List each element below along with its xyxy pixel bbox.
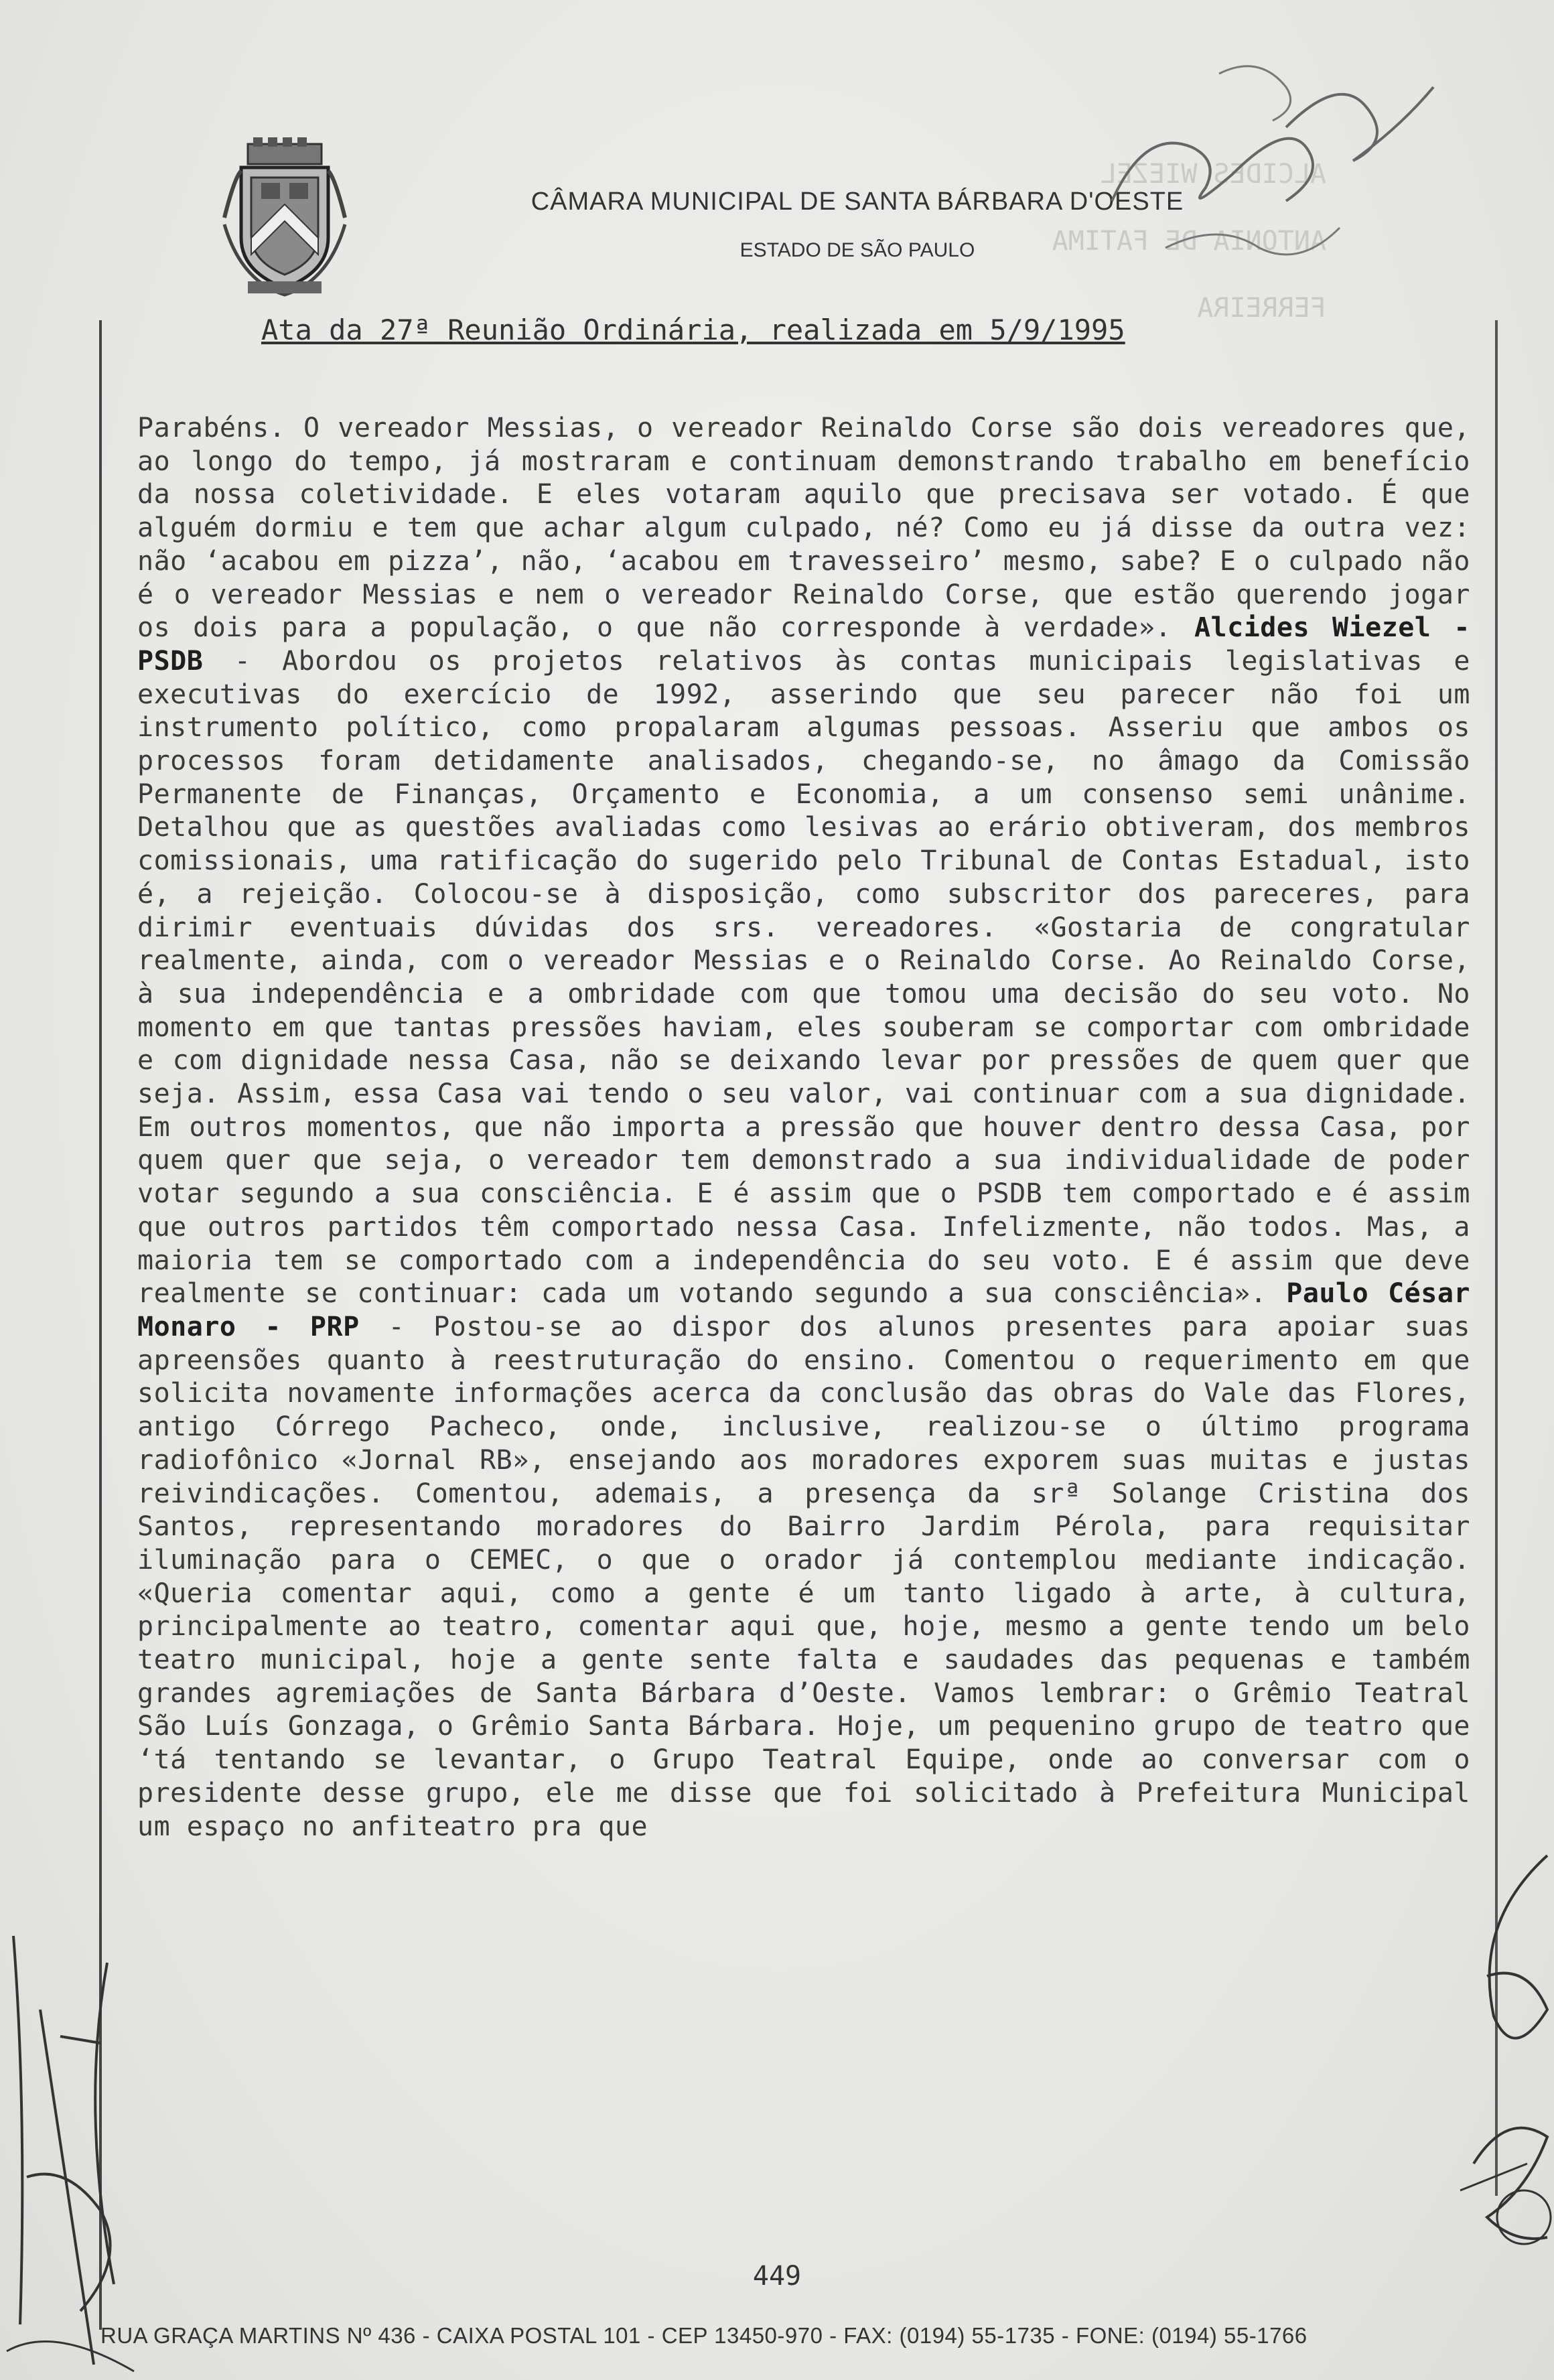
minutes-heading [261,313,1360,346]
body-text-segment: - Abordou os projetos relativos às contas municipais legislativas e executivas do exercício de 1992, asserindo que seu parecer não foi um instrumento político, como propalaram algumas pessoas. Asseriu que ambos os processos foram detidamente analisados, chegando-se, no âmago da Comissão Permanente de Finanças, Orçamento e Economia, a um consenso semi unânime. Detalhou que as questões avaliadas como lesivas ao erário obtiveram, dos membros comissionais, uma ratificação do sugerido pelo Tribunal de Contas Estadual, isto é, a rejeição. Colocou-se à disposição, como subscritor dos pareceres, para dirimir eventuais dúvidas dos srs. vereadores. «Gostaria de congratular realmente, ainda, com o vereador Messias e o Reinaldo Corse. Ao Reinaldo Corse, à sua independência e a ombridade com que tomou uma decisão do seu voto. No momento em que tantas pressões haviam, eles souberam se comportar com ombridade e com dignidade nessa Casa, não se deixando levar por pressões de quem quer que seja. Assim, essa Casa vai tendo o seu valor, vai continuar com a sua dignidade. Em outros momentos, que não importa a pressão que houver dentro dessa Casa, por quem quer que seja, o vereador tem demonstrado a sua individualidade de poder votar segundo a sua consciência. E é assim que o PSDB tem comportado e é assim que outros partidos têm comportado nessa Casa. Infelizmente, não todos. Mas, a maioria tem se comportado com a independência do seu voto. E é assim que deve realmente se continuar: cada um votando segundo a sua consciência». [137,645,1470,1310]
signature-right-margin-icon [1447,1842,1554,2278]
signature-left-margin-icon [0,1909,147,2378]
body-text-segment: Parabéns. O vereador Messias, o vereador Reinaldo Corse são dois vereadores que, ao longo do tempo, já mostraram e continuam demonstrando trabalho em benefício da nossa coletividade. E eles votaram aquilo que precisava ser votado. É que alguém dormiu e tem que achar algum culpado, né? Como eu já disse da outra vez: não ‘acabou em pizza’, não, ‘acabou em travesseiro’ mesmo, sabe? E o culpado não é o vereador Messias e nem o vereador Reinaldo Corse, que estão querendo jogar os dois para a população, o que não corresponde à verdade». [137,413,1470,644]
bleed-through-line: ALCIDES WIEZEL [1100,159,1326,190]
minutes-date: 5/9/1995 [989,313,1125,346]
speaker-name: Alcides Wiezel - PSDB [137,612,1470,677]
state-name: ESTADO DE SÃO PAULO [739,239,975,261]
bleed-through-line: ANTONIA DE FATIMA FERREIRA [1052,226,1326,324]
body-text-segment: - Postou-se ao dispor dos alunos presentes para apoiar suas apreensões quanto à reestruturação do ensino. Comentou o requerimento em que solicita novamente informações acerca da conclusão das obras do Vale das Flores, antigo Córrego Pacheco, onde, inclusive, realizou-se o último programa radiofônico «Jornal RB», ensejando aos moradores exporem suas muitas e justas reivindicações. Comentou, ademais, a presença da srª Solange Cristina dos Santos, representando moradores do Bairro Jardim Pérola, para requisitar iluminação para o CEMEC, o que o orador já contemplou mediante indicação. «Queria comentar aqui, como a gente é um tanto ligado à arte, à cultura, principalmente ao teatro, comentar aqui que, hoje, mesmo a gente tendo um belo teatro municipal, hoje a gente sente falta e saudades das pequenas e também grandes agremiações de Santa Bárbara d’Oeste. Vamos lembrar: o Grêmio Teatral São Luís Gonzaga, o Grêmio Santa Bárbara. Hoje, um pequenino grupo de teatro que ‘tá tentando se levantar, o Grupo Teatral Equipe, onde ao conversar com o presidente desse grupo, ele me disse que foi solicitado à Prefeitura Municipal um espaço no anfiteatro pra que [137,1311,1470,1842]
minutes-paragraph [137,412,1470,1843]
page-number: 449 [752,2261,802,2292]
minutes-body [137,412,1470,1843]
minutes-title: Ata da 27ª Reunião Ordinária, realizada em [261,313,973,346]
signature-top-right-icon [1085,47,1447,288]
municipal-crest-icon [221,137,348,298]
speaker-name: Paulo César Monaro - PRP [137,1278,1471,1342]
institution-name: CÂMARA MUNICIPAL DE SANTA BÁRBARA D'OESTE [531,188,1184,216]
footer-address: RUA GRAÇA MARTINS Nº 436 - CAIXA POSTAL 101 - CEP 13450-970 - FAX: (0194) 55-1735 - FONE: (0194) 55-1766 [100,2323,1308,2348]
